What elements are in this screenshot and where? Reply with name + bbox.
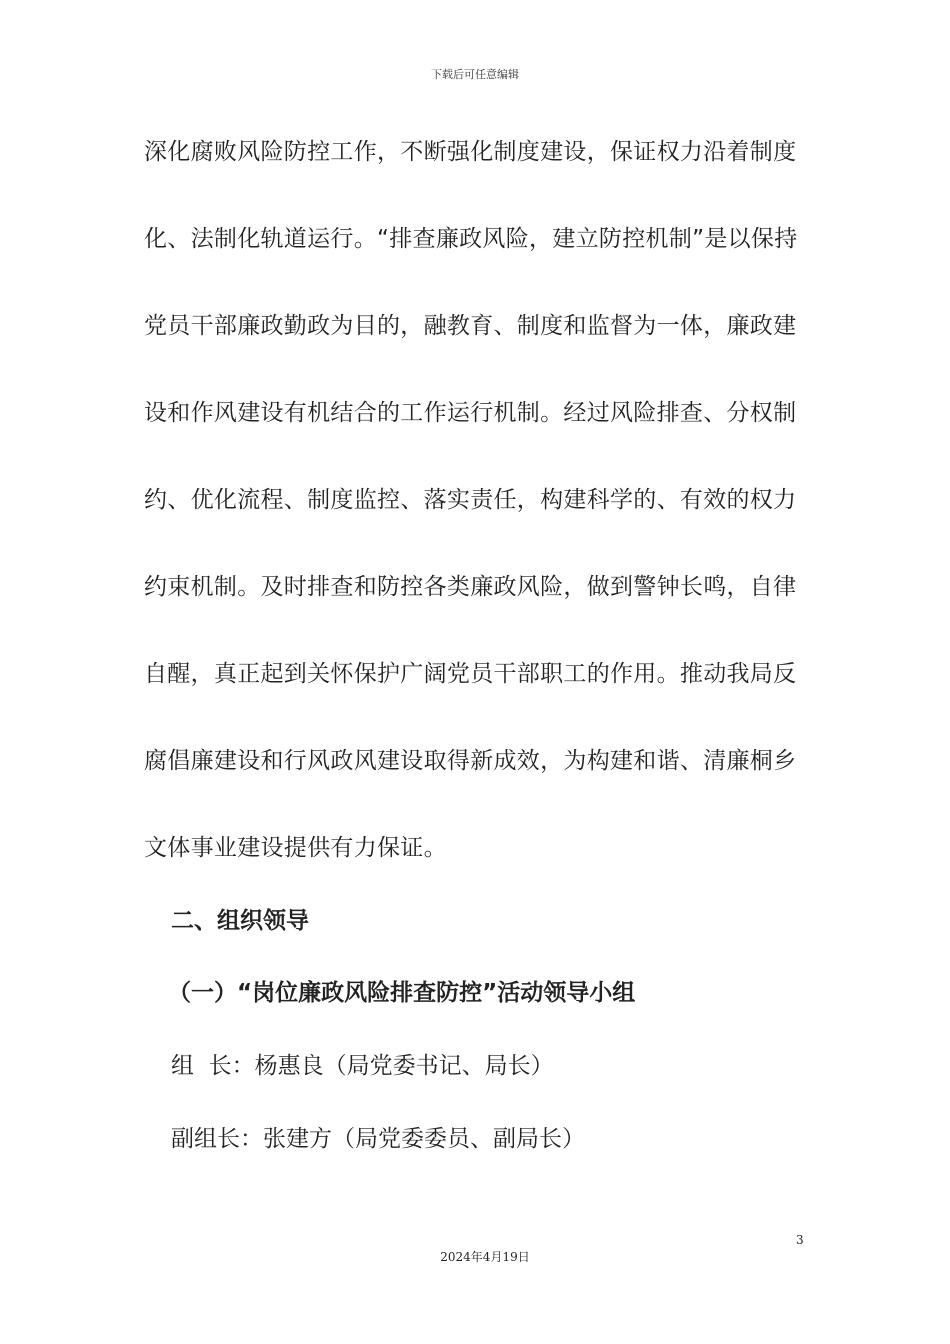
deputy-leader-line: 副组长：张建方（局党委委员、副局长）: [171, 1126, 585, 1152]
page-number: 3: [796, 1233, 804, 1247]
page-header-note: 下载后可任意编辑: [431, 68, 519, 81]
paragraph-line-3: 党员干部廉政勤政为目的，融教育、制度和监督为一体，廉政建: [144, 313, 797, 339]
paragraph-line-2: 化、法制化轨道运行。“排查廉政风险，建立防控机制”是以保持: [144, 226, 798, 252]
paragraph-line-9: 文体事业建设提供有力保证。: [144, 835, 447, 861]
paragraph-line-5: 约、优化流程、制度监控、落实责任，构建科学的、有效的权力: [144, 487, 797, 513]
paragraph-line-4: 设和作风建设有机结合的工作运行机制。经过风险排查、分权制: [144, 400, 797, 426]
paragraph-line-1: 深化腐败风险防控工作，不断强化制度建设，保证权力沿着制度: [144, 139, 797, 165]
footer-date: 2024年4月19日: [440, 1250, 530, 1264]
paragraph-line-8: 腐倡廉建设和行风政风建设取得新成效，为构建和谐、清廉桐乡: [144, 748, 797, 774]
section-heading: 二、组织领导: [171, 908, 309, 934]
group-leader-line: 组 长：杨惠良（局党委书记、局长）: [171, 1053, 554, 1079]
paragraph-line-7: 自醒，真正起到关怀保护广阔党员干部职工的作用。推动我局反: [144, 661, 797, 687]
paragraph-line-6: 约束机制。及时排查和防控各类廉政风险，做到警钟长鸣，自律: [144, 574, 797, 600]
subsection-heading: （一）“岗位廉政风险排查防控”活动领导小组: [168, 980, 636, 1006]
